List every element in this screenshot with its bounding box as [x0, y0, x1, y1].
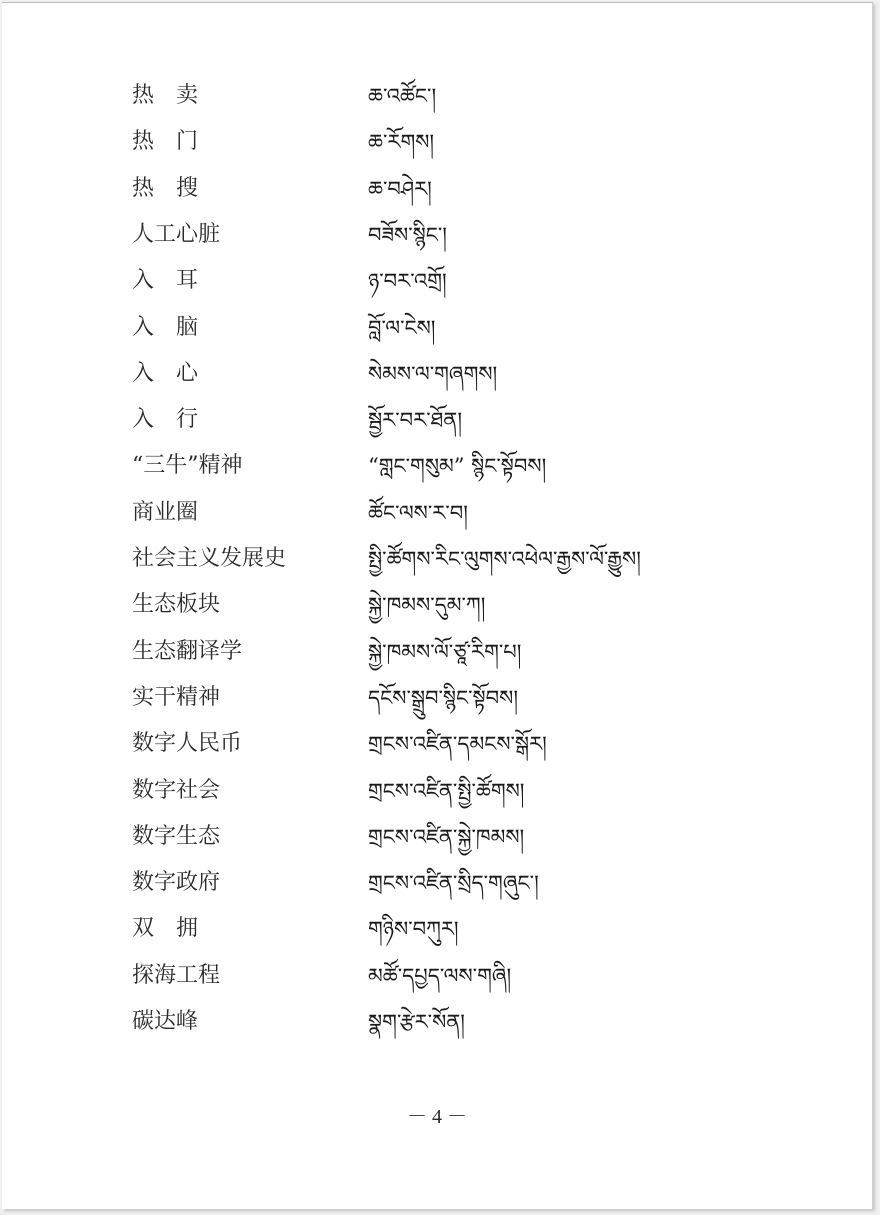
chinese-term: 入 脑	[132, 314, 199, 340]
tibetan-term: གྲངས་འཛིན་དམངས་སྒོར།	[368, 732, 547, 757]
chinese-term: 生态板块	[132, 592, 221, 618]
tibetan-term: སྣག་རྩེར་སོན།	[368, 1010, 465, 1034]
glossary-row	[2, 590, 872, 636]
glossary-row	[2, 127, 872, 173]
glossary-row	[2, 174, 872, 220]
glossary-row	[2, 498, 872, 544]
glossary-row	[2, 359, 872, 405]
glossary-row	[2, 544, 872, 590]
tibetan-term: གྲངས་འཛིན་སྲིད་གཞུང་།	[368, 871, 539, 896]
chinese-term: 社会主义发展史	[132, 546, 287, 571]
glossary-row	[2, 1007, 872, 1053]
tibetan-term: སྤྱི་ཚོགས་རིང་ལུགས་འཕེལ་རྒྱས་ལོ་རྒྱུས།	[368, 547, 641, 571]
chinese-term: 碳达峰	[132, 1009, 199, 1034]
glossary-row	[2, 961, 872, 1007]
glossary-row	[2, 313, 872, 359]
tibetan-term: ཆ་བཤེར།	[368, 176, 432, 201]
tibetan-term: སྐྱེ་ཁམས་ལོ་ཙཱ་རིག་པ།	[368, 639, 522, 664]
glossary-row	[2, 729, 872, 775]
chinese-term: 商业圈	[132, 499, 199, 525]
glossary-row	[2, 637, 872, 683]
chinese-term: 数字政府	[132, 870, 221, 896]
chinese-term: “三牛”精神	[132, 453, 243, 479]
chinese-term: 双 拥	[132, 916, 199, 942]
tibetan-term: ཚོང་ལས་ར་བ།	[368, 500, 468, 525]
tibetan-term: བཟོས་སྙིང་།	[368, 222, 447, 247]
chinese-term: 热 门	[132, 129, 199, 155]
chinese-term: 数字社会	[132, 777, 221, 803]
chinese-term: 入 心	[132, 360, 199, 386]
tibetan-term: སྐྱེ་ཁམས་དུམ་ཀ།	[368, 593, 486, 618]
glossary-row	[2, 868, 872, 914]
tibetan-term: གྲངས་འཛིན་སྐྱེ་ཁམས།	[368, 824, 525, 849]
tibetan-term: ཆ་འཚོང་།	[368, 84, 437, 108]
tibetan-term: “གླང་གསུམ” སྙིང་སྟོབས།	[368, 454, 547, 479]
chinese-term: 热 卖	[132, 83, 199, 108]
chinese-term: 实干精神	[132, 684, 221, 710]
glossary-row	[2, 451, 872, 497]
chinese-term: 热 搜	[132, 175, 199, 201]
glossary-row	[2, 776, 872, 822]
glossary-row	[2, 220, 872, 266]
tibetan-term: ཆ་རོགས།	[368, 130, 435, 155]
tibetan-term: གཉིས་བཀུར།	[368, 917, 459, 942]
chinese-term: 数字生态	[132, 823, 221, 849]
tibetan-term: བློ་ལ་ངེས།	[368, 315, 436, 340]
glossary-row	[2, 405, 872, 451]
chinese-term: 入 耳	[132, 268, 199, 294]
tibetan-term: མཚོ་དཔྱད་ལས་གཞི།	[368, 963, 512, 988]
tibetan-term: སེམས་ལ་གཞགས།	[368, 361, 498, 386]
chinese-term: 人工心脏	[132, 221, 221, 247]
page-number: － 4 －	[407, 1106, 467, 1128]
document-page	[2, 2, 873, 1209]
chinese-term: 入 行	[132, 407, 199, 433]
tibetan-term: སྦྱོར་བར་ཐོན།	[368, 408, 462, 433]
glossary-row	[2, 914, 872, 960]
chinese-term: 生态翻译学	[132, 638, 243, 664]
chinese-term: 数字人民币	[132, 731, 243, 757]
tibetan-term: གྲངས་འཛིན་སྤྱི་ཚོགས།	[368, 778, 525, 803]
glossary-row	[2, 683, 872, 729]
glossary-row	[2, 822, 872, 868]
chinese-term: 探海工程	[132, 962, 221, 988]
glossary-row	[2, 266, 872, 312]
glossary-row	[2, 81, 872, 127]
tibetan-term: དངོས་སྒྲུབ་སྙིང་སྟོབས།	[368, 685, 518, 710]
tibetan-term: ཉ་བར་འགྲོ།	[368, 269, 447, 294]
